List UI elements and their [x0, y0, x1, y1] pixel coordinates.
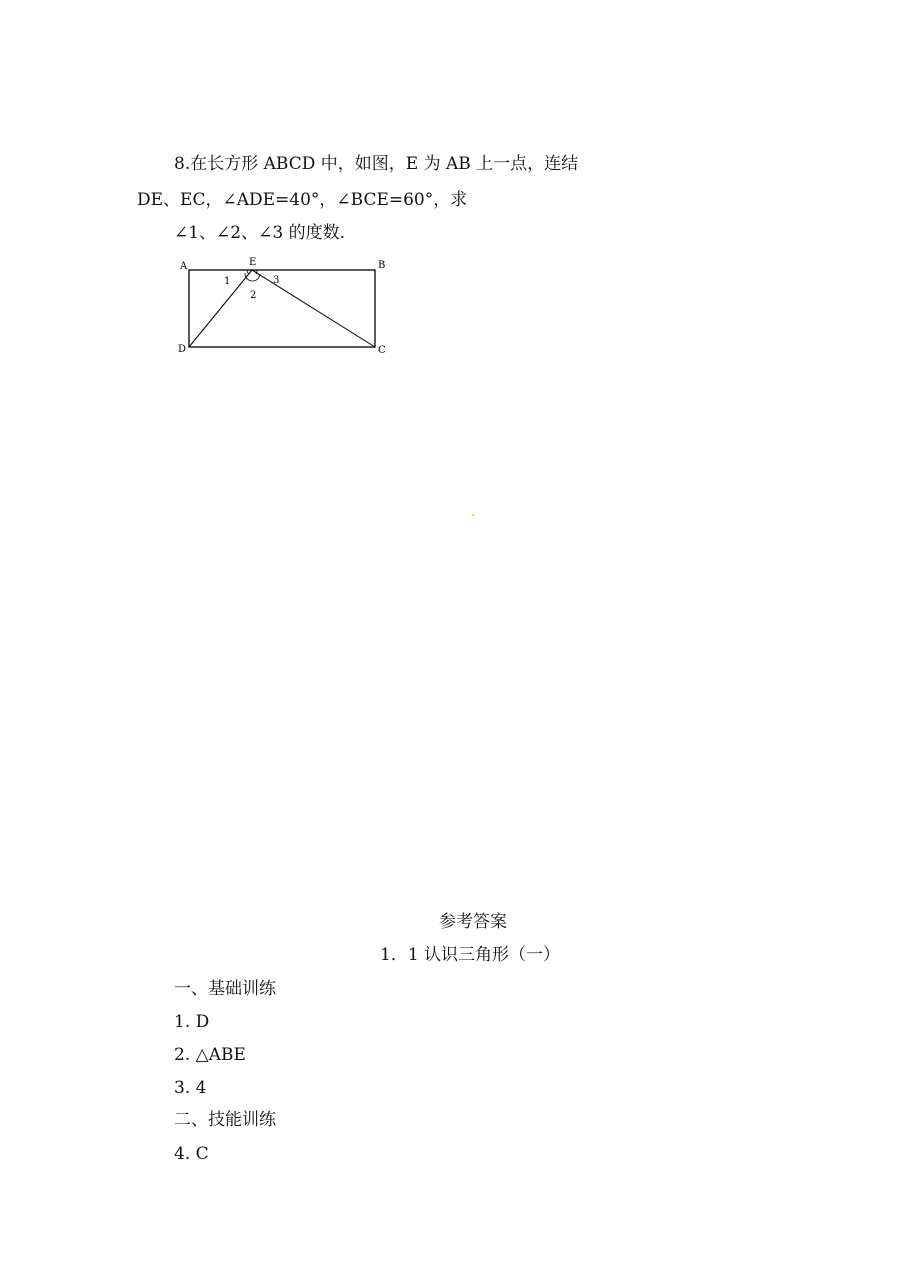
answer-item-4: 4. C: [174, 1144, 209, 1164]
problem-line-2: DE、EC，∠ADE=40°，∠BCE=60°，求: [137, 190, 468, 210]
stray-dot: [472, 514, 474, 516]
rectangle-figure: [172, 254, 402, 366]
problem-line-1: 8.在长方形 ABCD 中，如图，E 为 AB 上一点，连结: [174, 154, 579, 174]
segment-ec: [252, 270, 375, 347]
segment-de: [189, 270, 252, 347]
rectangle-abcd: [189, 270, 375, 347]
answers-subheading: 1．1 认识三角形（一）: [380, 945, 561, 965]
angle-label-3: 3: [273, 275, 280, 286]
figure-svg: [172, 254, 402, 366]
label-c: C: [378, 345, 386, 356]
section-basic-training: 一、基础训练: [174, 979, 276, 999]
angle-label-1: 1: [224, 276, 231, 287]
label-b: B: [378, 260, 386, 271]
label-d: D: [178, 344, 187, 355]
angle-label-2: 2: [250, 290, 257, 301]
label-a: A: [180, 261, 188, 272]
answer-item-2: 2. △ABE: [174, 1045, 246, 1065]
problem-line-3: ∠1、∠2、∠3 的度数.: [174, 223, 345, 243]
answer-item-1: 1. D: [174, 1012, 210, 1032]
angle-arc-2: [245, 273, 260, 281]
label-e: E: [249, 257, 257, 268]
section-skill-training: 二、技能训练: [174, 1110, 276, 1130]
answer-item-3: 3. 4: [174, 1078, 207, 1098]
answers-heading: 参考答案: [439, 912, 507, 932]
